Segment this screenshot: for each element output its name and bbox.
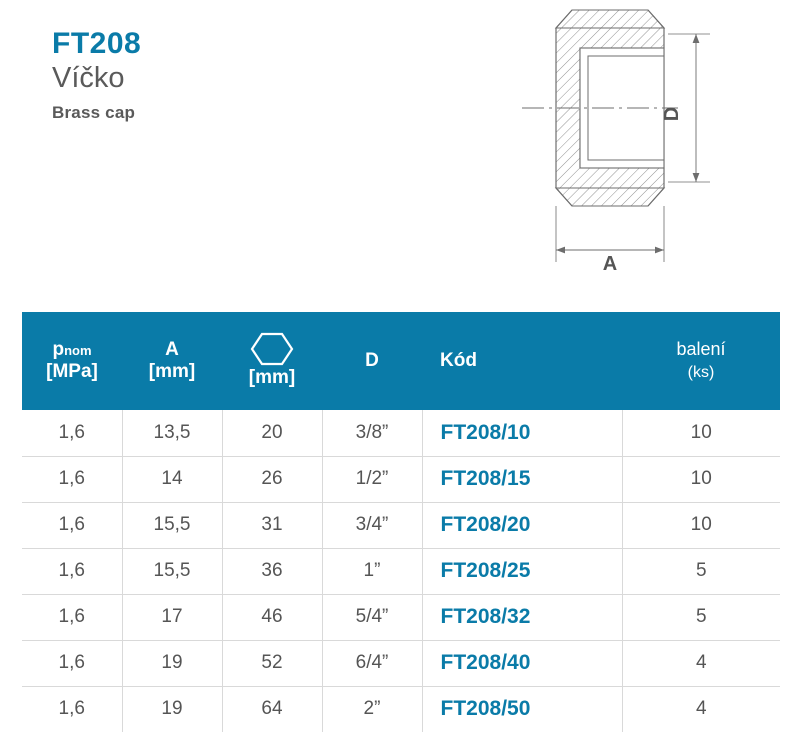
spec-table [22,312,780,732]
col-header-pnom-unit: [MPa] [46,361,98,382]
col-header-hex-unit: [mm] [248,367,296,389]
specification-table [22,312,780,732]
col-header-packaging [622,312,780,410]
cell-a: 19 [122,686,222,732]
col-header-kod [422,312,622,410]
cell-hex: 20 [222,410,322,456]
cell-d: 3/8” [322,410,422,456]
cell-pnom: 1,6 [22,502,122,548]
cell-code: FT208/50 [422,686,622,732]
col-header-kod-label: Kód [440,349,477,371]
cell-pack: 10 [622,410,780,456]
cell-pack: 10 [622,456,780,502]
cap-drawing-svg [500,0,800,290]
table-header-row [22,312,780,410]
col-header-packaging-label: balení [676,338,726,359]
table-row [22,456,780,502]
cell-d: 2” [322,686,422,732]
cell-d: 1” [322,548,422,594]
dimension-a [556,206,664,275]
cell-code: FT208/20 [422,502,622,548]
cell-code: FT208/15 [422,456,622,502]
cell-hex: 64 [222,686,322,732]
cell-code: FT208/25 [422,548,622,594]
cell-pack: 5 [622,548,780,594]
cell-pnom: 1,6 [22,640,122,686]
cell-pnom: 1,6 [22,594,122,640]
table-row [22,502,780,548]
cell-d: 6/4” [322,640,422,686]
cell-pack: 4 [622,640,780,686]
cell-pnom: 1,6 [22,410,122,456]
col-header-packaging-unit: (ks) [687,364,715,381]
dimension-d [661,34,710,182]
cell-pack: 4 [622,686,780,732]
product-name-cs: Víčko [52,61,125,94]
cell-hex: 26 [222,456,322,502]
table-body [22,410,780,732]
cell-a: 17 [122,594,222,640]
cell-pnom: 1,6 [22,548,122,594]
cell-a: 19 [122,640,222,686]
product-code: FT208 [52,27,142,60]
cap-body [522,10,678,206]
table-row [22,410,780,456]
cell-a: 15,5 [122,548,222,594]
cell-a: 15,5 [122,502,222,548]
col-header-a-unit: [mm] [148,361,196,382]
cell-pack: 5 [622,594,780,640]
cell-d: 5/4” [322,594,422,640]
col-header-hex [222,312,322,410]
cell-hex: 31 [222,502,322,548]
cell-a: 13,5 [122,410,222,456]
col-header-a-symbol: A [165,338,179,360]
dimension-a-label: A [602,253,618,275]
cell-pack: 10 [622,502,780,548]
cell-hex: 46 [222,594,322,640]
cell-hex: 36 [222,548,322,594]
cell-a: 14 [122,456,222,502]
cell-hex: 52 [222,640,322,686]
cell-pnom: 1,6 [22,686,122,732]
table-row [22,686,780,732]
table-row [22,640,780,686]
product-name-en: Brass cap [52,102,136,122]
col-header-pnom-subscript: nom [64,342,92,358]
cell-code: FT208/40 [422,640,622,686]
product-header [52,28,472,123]
table-row [22,548,780,594]
technical-drawing [500,0,800,290]
cell-d: 3/4” [322,502,422,548]
cell-pnom: 1,6 [22,456,122,502]
dimension-d-label: D [661,106,683,122]
col-header-pnom [22,312,122,410]
col-header-d [322,312,422,410]
hexagon-icon [250,332,294,366]
col-header-a [122,312,222,410]
col-header-pnom-symbol: p [52,338,65,360]
cell-code: FT208/10 [422,410,622,456]
cell-code: FT208/32 [422,594,622,640]
cell-d: 1/2” [322,456,422,502]
col-header-d-symbol: D [365,349,379,371]
table-row [22,594,780,640]
